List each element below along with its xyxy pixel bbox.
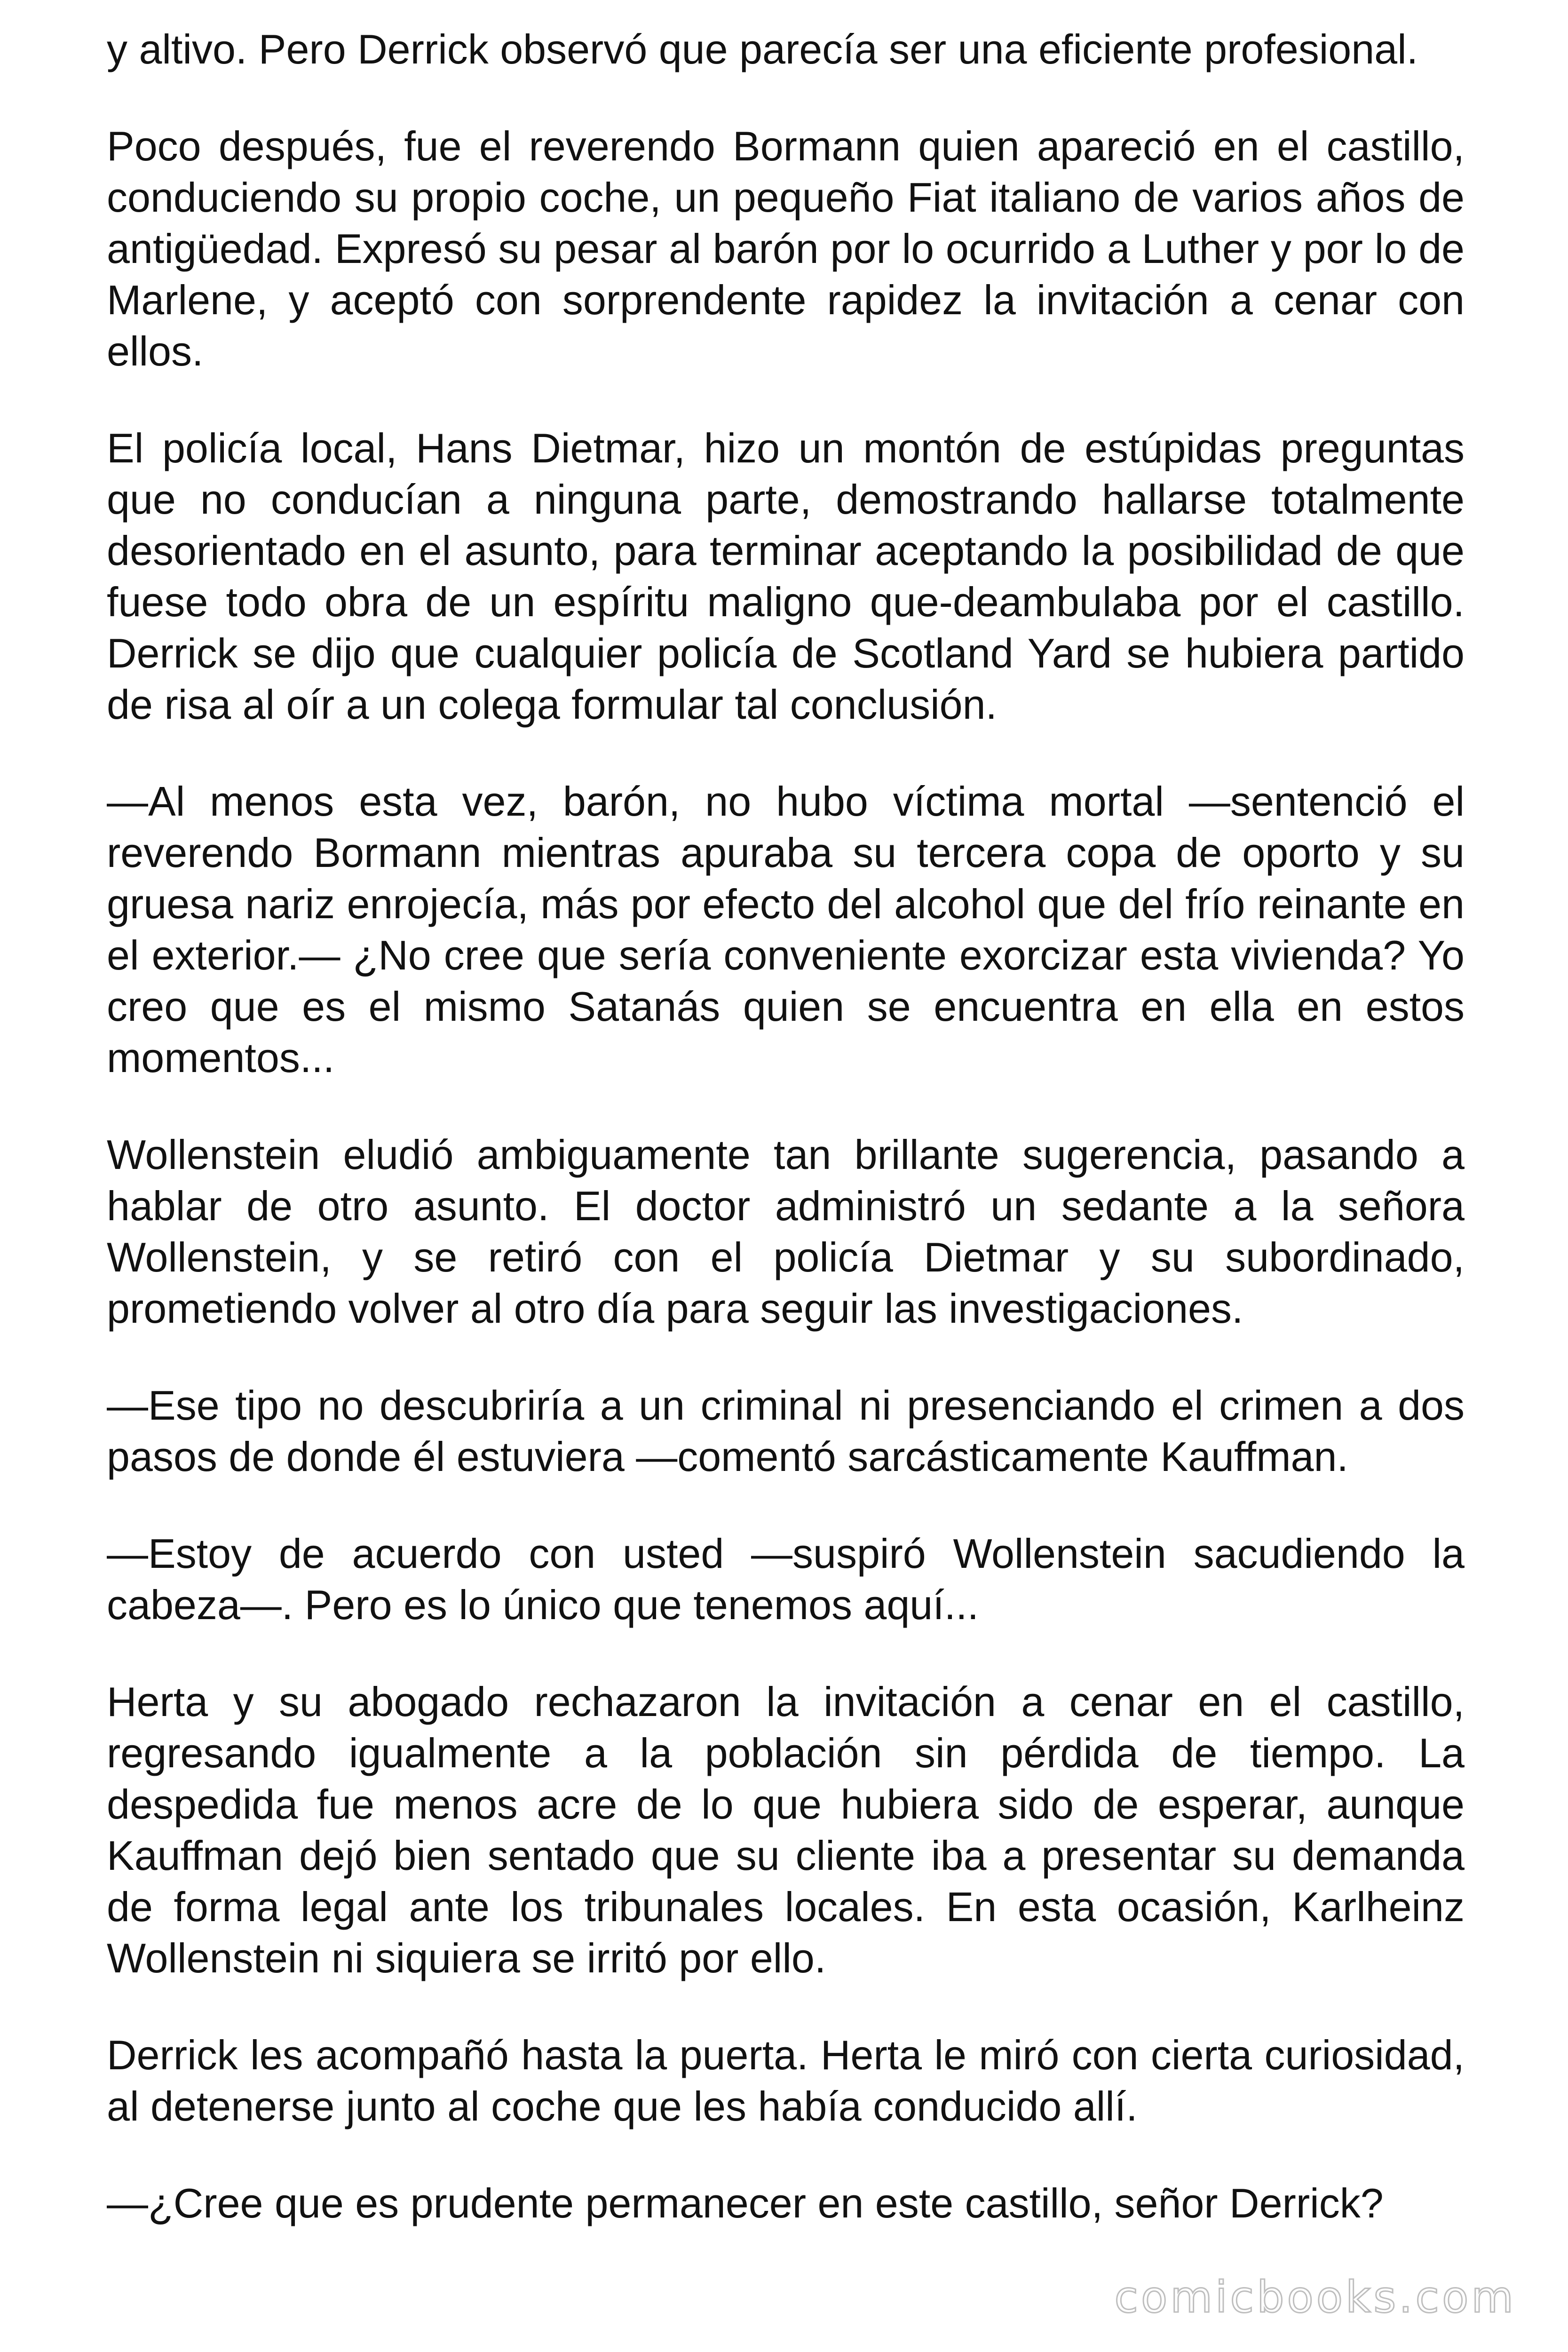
watermark: comicbooks.com <box>1114 2272 1516 2322</box>
paragraph-3: El policía local, Hans Dietmar, hizo un montón de estúpidas preguntas que no conducían a ninguna parte, demostrando hallarse totalmente desorientado en el asunto, para terminar aceptando la posibilidad de que fuese todo obra de un espíritu maligno que-deambulaba por el castillo. Derrick se dijo que cualquier policía de Scotland Yard se hubiera partido de risa al oír a un colega formular tal conclusión. <box>107 425 1465 728</box>
page-text <box>107 24 1465 2229</box>
paragraph-7: —Estoy de acuerdo con usted —suspiró Wollenstein sacudiendo la cabeza—. Pero es lo único que tenemos aquí... <box>107 1530 1465 1628</box>
paragraph-9: Derrick les acompañó hasta la puerta. Herta le miró con cierta curiosidad, al detenerse junto al coche que les había conducido allí. <box>107 2032 1465 2130</box>
paragraph-2: Poco después, fue el reverendo Bormann quien apareció en el castillo, conduciendo su propio coche, un pequeño Fiat italiano de varios años de antigüedad. Expresó su pesar al barón por lo ocurrido a Luther y por lo de Marlene, y aceptó con sorprendente rapidez la invitación a cenar con ellos. <box>107 123 1465 374</box>
paragraph-6: —Ese tipo no descubriría a un criminal ni presenciando el crimen a dos pasos de donde él estuviera —comentó sarcásticamente Kauffman. <box>107 1382 1465 1480</box>
paragraph-5: Wollenstein eludió ambiguamente tan brillante sugerencia, pasando a hablar de otro asunto. El doctor administró un sedante a la señora Wollenstein, y se retiró con el policía Dietmar y su subordinado, prometiendo volver al otro día para seguir las investigaciones. <box>107 1131 1465 1332</box>
paragraph-4: —Al menos esta vez, barón, no hubo víctima mortal —sentenció el reverendo Bormann mientras apuraba su tercera copa de oporto y su gruesa nariz enrojecía, más por efecto del alcohol que del frío reinante en el exterior.— ¿No cree que sería conveniente exorcizar esta vivienda? Yo creo que es el mismo Satanás quien se encuentra en ella en estos momentos... <box>107 778 1465 1081</box>
paragraph-10: —¿Cree que es prudente permanecer en este castillo, señor Derrick? <box>107 2180 1384 2226</box>
paragraph-1: y altivo. Pero Derrick observó que parecía ser una eficiente profesional. <box>107 26 1418 72</box>
paragraph-8: Herta y su abogado rechazaron la invitación a cenar en el castillo, regresando igualmente a la población sin pérdida de tiempo. La despedida fue menos acre de lo que hubiera sido de esperar, aunque Kauffman dejó bien sentado que su cliente iba a presentar su demanda de forma legal ante los tribunales locales. En esta ocasión, Karlheinz Wollenstein ni siquiera se irritó por ello. <box>107 1678 1465 1981</box>
